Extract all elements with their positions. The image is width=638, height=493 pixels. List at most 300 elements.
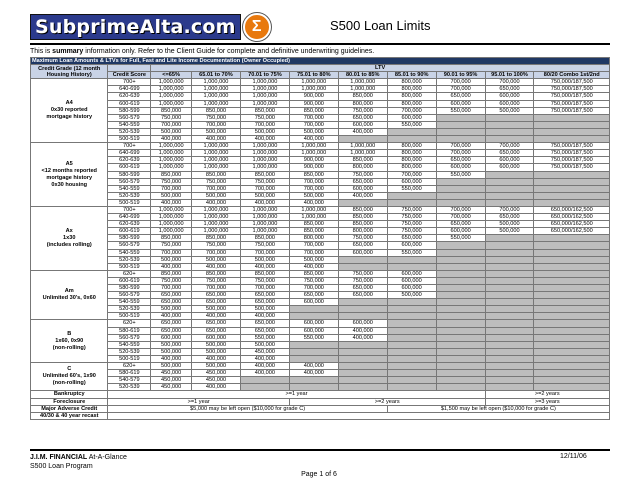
limit-cell: 750,000 xyxy=(151,178,192,185)
limit-cell xyxy=(436,277,485,284)
limit-cell: 1,000,000 xyxy=(151,150,192,157)
limit-cell xyxy=(436,121,485,128)
limit-cell: 900,000 xyxy=(289,164,338,171)
limit-cell: 600,000 xyxy=(436,100,485,107)
limit-cell: 700,000 xyxy=(289,178,338,185)
limit-cell xyxy=(485,299,534,306)
limit-cell xyxy=(436,249,485,256)
limit-cell: 500,000 xyxy=(151,128,192,135)
limit-cell xyxy=(534,270,610,277)
limit-cell: 700,000 xyxy=(436,150,485,157)
table-row xyxy=(31,199,610,206)
limit-cell: 1,000,000 xyxy=(151,143,192,150)
limit-cell: 700,000 xyxy=(240,185,289,192)
limit-cell: 700,000 xyxy=(192,285,241,292)
limit-cell xyxy=(485,355,534,362)
limit-cell: 650,000 xyxy=(192,320,241,327)
credit-grade-line: <12 months reported xyxy=(41,167,97,174)
credit-score-cell: 540-559 xyxy=(108,121,151,128)
limit-cell xyxy=(387,348,436,355)
limit-cell: 850,000 xyxy=(338,206,387,213)
credit-grade-line: mortgage history xyxy=(46,114,93,121)
limit-cell: 650,000 xyxy=(485,150,534,157)
limit-cell: 400,000 xyxy=(151,355,192,362)
ltv-header: 75.01 to 80% xyxy=(289,72,338,79)
limit-cell: 550,000 xyxy=(289,334,338,341)
table-row xyxy=(31,228,610,235)
limit-cell: 400,000 xyxy=(240,313,289,320)
limit-cell: 400,000 xyxy=(192,136,241,143)
limit-cell: 1,000,000 xyxy=(240,100,289,107)
recast-row xyxy=(31,412,610,419)
limit-cell xyxy=(534,313,610,320)
limit-cell: 800,000 xyxy=(289,235,338,242)
limit-cell xyxy=(485,370,534,377)
table-row xyxy=(31,263,610,270)
limit-cell xyxy=(387,263,436,270)
limit-cell: 800,000 xyxy=(387,93,436,100)
table-row xyxy=(31,348,610,355)
limit-cell xyxy=(436,128,485,135)
limit-cell: 1,000,000 xyxy=(338,143,387,150)
limit-cell xyxy=(534,363,610,370)
limit-cell: 500,000 xyxy=(485,228,534,235)
limit-cell: 400,000 xyxy=(338,327,387,334)
limit-cell: 650,000 xyxy=(192,327,241,334)
limit-cell xyxy=(534,320,610,327)
limit-cell xyxy=(534,171,610,178)
limit-cell xyxy=(436,355,485,362)
limit-cell xyxy=(387,377,436,384)
limit-cell xyxy=(387,341,436,348)
credit-score-cell: 580-619 xyxy=(108,327,151,334)
limit-cell xyxy=(534,263,610,270)
credit-score-cell: 560-579 xyxy=(108,242,151,249)
table-row xyxy=(31,121,610,128)
limit-cell: 600,000 xyxy=(485,164,534,171)
limit-cell xyxy=(338,306,387,313)
limit-cell: 750,000/187,500 xyxy=(534,79,610,86)
limit-cell: 500,000 xyxy=(192,341,241,348)
limit-cell: 700,000 xyxy=(289,285,338,292)
limit-cell xyxy=(485,277,534,284)
table-row xyxy=(31,143,610,150)
limit-cell xyxy=(534,341,610,348)
limit-cell: 1,000,000 xyxy=(289,150,338,157)
limit-cell: 400,000 xyxy=(151,136,192,143)
limit-cell xyxy=(289,313,338,320)
credit-score-cell: 620-639 xyxy=(108,221,151,228)
limit-cell xyxy=(436,242,485,249)
credit-grade-line: (non-rolling) xyxy=(52,344,86,351)
footer-divider xyxy=(30,449,610,451)
limit-cell xyxy=(338,263,387,270)
table-row xyxy=(31,86,610,93)
limit-cell: 1,000,000 xyxy=(240,93,289,100)
credit-grade-line: Unlimited 30's, 0x60 xyxy=(42,295,96,302)
credit-score-cell: 560-579 xyxy=(108,178,151,185)
ltv-header: 80.01 to 85% xyxy=(338,72,387,79)
limit-cell: 750,000 xyxy=(151,114,192,121)
limit-cell: 650,000 xyxy=(240,327,289,334)
limit-cell: 1,000,000 xyxy=(192,143,241,150)
credit-score-cell: 620+ xyxy=(108,363,151,370)
table-row xyxy=(31,206,610,213)
limit-cell: 800,000 xyxy=(338,228,387,235)
limit-cell xyxy=(338,313,387,320)
limit-cell xyxy=(485,306,534,313)
limit-cell: 700,000 xyxy=(192,121,241,128)
limit-cell: 850,000 xyxy=(338,93,387,100)
limit-cell: 700,000 xyxy=(151,185,192,192)
limit-cell: 750,000 xyxy=(151,242,192,249)
table-row xyxy=(31,235,610,242)
limit-cell: 800,000 xyxy=(387,100,436,107)
recast-value xyxy=(108,412,610,419)
limit-cell: 600,000 xyxy=(338,185,387,192)
limit-cell: 400,000 xyxy=(192,313,241,320)
limit-cell xyxy=(485,192,534,199)
page-title: S500 Loan Limits xyxy=(330,18,431,33)
limit-cell: 500,000 xyxy=(192,348,241,355)
limit-cell: 650,000 xyxy=(151,299,192,306)
limit-cell: 850,000 xyxy=(240,107,289,114)
limit-cell: 600,000 xyxy=(289,299,338,306)
foreclosure-right: >=3 years xyxy=(485,398,609,405)
limit-cell: 750,000/187,500 xyxy=(534,100,610,107)
limit-cell: 400,000 xyxy=(192,384,241,391)
limit-cell: 650,000/162,500 xyxy=(534,221,610,228)
limit-cell xyxy=(485,377,534,384)
limit-cell: 1,000,000 xyxy=(192,221,241,228)
summary-pre: This is xyxy=(30,48,53,55)
limit-cell: 650,000 xyxy=(436,221,485,228)
limit-cell xyxy=(436,185,485,192)
limit-cell: 1,000,000 xyxy=(240,214,289,221)
limit-cell: 600,000 xyxy=(289,327,338,334)
limit-cell: 850,000 xyxy=(289,221,338,228)
limit-cell xyxy=(387,313,436,320)
credit-grade-cell xyxy=(31,270,108,320)
limit-cell: 600,000 xyxy=(387,178,436,185)
limit-cell xyxy=(436,341,485,348)
limit-cell xyxy=(338,136,387,143)
table-row xyxy=(31,327,610,334)
limit-cell xyxy=(436,256,485,263)
credit-grade-line: mortgage history xyxy=(46,174,93,181)
limit-cell: 650,000 xyxy=(338,114,387,121)
table-row xyxy=(31,192,610,199)
table-row xyxy=(31,249,610,256)
limit-cell xyxy=(534,299,610,306)
limit-cell xyxy=(387,192,436,199)
table-row xyxy=(31,341,610,348)
table-row xyxy=(31,320,610,327)
adverse-right: $1,500 may be left open ($10,000 for grade C) xyxy=(387,405,609,412)
limit-cell: 450,000 xyxy=(151,384,192,391)
limit-cell: 750,000 xyxy=(240,178,289,185)
credit-score-cell: 600-619 xyxy=(108,164,151,171)
foreclosure-label: Foreclosure xyxy=(31,398,108,405)
limit-cell: 400,000 xyxy=(289,363,338,370)
limit-cell: 500,000 xyxy=(151,306,192,313)
credit-grade-line: Unlimited 60's, 1x90 xyxy=(42,373,96,380)
limit-cell xyxy=(436,178,485,185)
limit-cell xyxy=(485,384,534,391)
limit-cell: 850,000 xyxy=(289,270,338,277)
limit-cell: 750,000 xyxy=(192,242,241,249)
limit-cell xyxy=(289,384,338,391)
limit-cell: 850,000 xyxy=(240,235,289,242)
table-row xyxy=(31,171,610,178)
limit-cell: 850,000 xyxy=(289,107,338,114)
limit-cell: 650,000 xyxy=(151,292,192,299)
limit-cell: 1,000,000 xyxy=(338,79,387,86)
limit-cell xyxy=(485,334,534,341)
limit-cell: 650,000 xyxy=(387,235,436,242)
table-row xyxy=(31,221,610,228)
limit-cell: 600,000 xyxy=(436,164,485,171)
credit-grade-line: 1x60, 0x90 xyxy=(55,337,84,344)
limit-cell xyxy=(485,242,534,249)
limit-cell: 500,000 xyxy=(151,341,192,348)
limit-cell: 400,000 xyxy=(151,313,192,320)
limit-cell xyxy=(485,320,534,327)
limit-cell: 750,000 xyxy=(192,178,241,185)
credit-score-cell: 640-699 xyxy=(108,150,151,157)
credit-score-cell: 600-619 xyxy=(108,228,151,235)
limit-cell: 1,000,000 xyxy=(192,100,241,107)
limit-cell: 650,000 xyxy=(151,327,192,334)
limit-cell: 450,000 xyxy=(151,370,192,377)
page-number: Page 1 of 6 xyxy=(301,471,337,478)
ltv-header: <=65% xyxy=(151,72,192,79)
limit-cell: 400,000 xyxy=(192,199,241,206)
credit-score-cell: 560-579 xyxy=(108,334,151,341)
limit-cell: 700,000 xyxy=(151,285,192,292)
score-header-spacer xyxy=(108,65,151,72)
credit-grade-line: 0x30 housing xyxy=(51,181,88,188)
limit-cell: 800,000 xyxy=(338,164,387,171)
limit-cell xyxy=(436,114,485,121)
limit-cell: 450,000 xyxy=(240,348,289,355)
limit-cell: 750,000 xyxy=(338,235,387,242)
limit-cell xyxy=(534,235,610,242)
foreclosure-mid: >=2 years xyxy=(289,398,485,405)
limit-cell: 600,000 xyxy=(289,320,338,327)
foreclosure-left: >=1 year xyxy=(108,398,289,405)
credit-score-cell: 580-619 xyxy=(108,370,151,377)
limit-cell xyxy=(338,355,387,362)
limit-cell: 700,000 xyxy=(436,206,485,213)
limit-cell: 850,000 xyxy=(151,270,192,277)
limit-cell: 1,000,000 xyxy=(192,79,241,86)
limit-cell: 500,000 xyxy=(485,107,534,114)
limit-cell: 1,000,000 xyxy=(289,214,338,221)
limit-cell: 500,000 xyxy=(192,192,241,199)
limit-cell: 1,000,000 xyxy=(240,143,289,150)
limit-cell xyxy=(534,185,610,192)
score-header: Credit Score xyxy=(108,72,151,79)
limit-cell: 500,000 xyxy=(485,221,534,228)
limit-cell: 600,000 xyxy=(338,249,387,256)
limit-cell xyxy=(485,249,534,256)
bankruptcy-left: >=1 year xyxy=(108,391,485,398)
credit-grade-line: (non-rolling) xyxy=(52,380,86,387)
credit-score-cell: 560-579 xyxy=(108,292,151,299)
limit-cell xyxy=(485,363,534,370)
limit-cell: 1,000,000 xyxy=(240,206,289,213)
limit-cell: 1,000,000 xyxy=(151,157,192,164)
limit-cell xyxy=(436,306,485,313)
limit-cell: 700,000 xyxy=(289,114,338,121)
limit-cell: 400,000 xyxy=(151,199,192,206)
table-row xyxy=(31,150,610,157)
limit-cell: 750,000/187,500 xyxy=(534,150,610,157)
limit-cell: 550,000 xyxy=(436,235,485,242)
limit-cell: 700,000 xyxy=(436,214,485,221)
limit-cell xyxy=(534,256,610,263)
limit-cell: 800,000 xyxy=(387,150,436,157)
limit-cell xyxy=(436,285,485,292)
limit-cell: 650,000 xyxy=(338,285,387,292)
limit-cell: 750,000 xyxy=(240,277,289,284)
limit-cell: 750,000 xyxy=(338,277,387,284)
limit-cell: 1,000,000 xyxy=(192,214,241,221)
limit-cell xyxy=(534,355,610,362)
bankruptcy-right: >=2 years xyxy=(485,391,609,398)
limit-cell xyxy=(436,199,485,206)
limit-cell: 450,000 xyxy=(151,377,192,384)
limit-cell: 750,000/187,500 xyxy=(534,164,610,171)
limit-cell: 500,000 xyxy=(240,192,289,199)
table-row xyxy=(31,107,610,114)
limit-cell: 1,000,000 xyxy=(338,150,387,157)
limit-cell: 600,000 xyxy=(436,228,485,235)
credit-score-cell: 520-539 xyxy=(108,128,151,135)
limit-cell: 400,000 xyxy=(240,263,289,270)
limit-cell: 550,000 xyxy=(387,185,436,192)
credit-score-cell: 500-519 xyxy=(108,263,151,270)
limit-cell: 650,000 xyxy=(192,292,241,299)
limit-cell: 600,000 xyxy=(387,242,436,249)
limit-cell: 850,000 xyxy=(192,107,241,114)
ltv-header: 85.01 to 90% xyxy=(387,72,436,79)
credit-score-cell: 700+ xyxy=(108,79,151,86)
limit-cell xyxy=(289,377,338,384)
limit-cell: 750,000 xyxy=(338,107,387,114)
limit-cell xyxy=(485,178,534,185)
limit-cell xyxy=(485,348,534,355)
credit-score-cell: 580-599 xyxy=(108,171,151,178)
credit-score-cell: 580-599 xyxy=(108,285,151,292)
limit-cell xyxy=(534,306,610,313)
limit-cell: 750,000 xyxy=(387,221,436,228)
limit-cell: 800,000 xyxy=(387,79,436,86)
credit-score-cell: 520-539 xyxy=(108,306,151,313)
limit-cell xyxy=(534,128,610,135)
table-row xyxy=(31,256,610,263)
limit-cell: 850,000 xyxy=(151,171,192,178)
table-row xyxy=(31,164,610,171)
limit-cell xyxy=(485,114,534,121)
table-row xyxy=(31,242,610,249)
credit-grade-line: 1x30 xyxy=(63,234,76,241)
limit-cell: 700,000 xyxy=(240,121,289,128)
limit-cell: 700,000 xyxy=(192,185,241,192)
limit-cell: 500,000 xyxy=(192,256,241,263)
limit-cell xyxy=(436,384,485,391)
table-row xyxy=(31,128,610,135)
limit-cell xyxy=(485,136,534,143)
limit-cell xyxy=(387,299,436,306)
limit-cell: 600,000 xyxy=(387,114,436,121)
credit-score-cell: 620-639 xyxy=(108,157,151,164)
limit-cell xyxy=(485,235,534,242)
limit-cell xyxy=(387,320,436,327)
limit-cell xyxy=(534,292,610,299)
credit-grade-cell xyxy=(31,79,108,143)
limit-cell: 750,000 xyxy=(192,277,241,284)
limit-cell: 700,000 xyxy=(289,249,338,256)
limit-cell: 450,000 xyxy=(192,370,241,377)
limit-cell xyxy=(534,377,610,384)
limit-cell: 600,000 xyxy=(192,334,241,341)
limit-cell: 400,000 xyxy=(240,199,289,206)
adverse-left: $5,000 may be left open ($10,000 for grade C) xyxy=(108,405,387,412)
limit-cell xyxy=(387,370,436,377)
limit-cell xyxy=(289,348,338,355)
table-row xyxy=(31,100,610,107)
limit-cell: 400,000 xyxy=(289,136,338,143)
limit-cell: 850,000 xyxy=(289,228,338,235)
limit-cell xyxy=(436,299,485,306)
bankruptcy-label: Bankruptcy xyxy=(31,391,108,398)
limit-cell: 500,000 xyxy=(151,192,192,199)
credit-score-cell: 540-559 xyxy=(108,299,151,306)
limit-cell: 750,000 xyxy=(192,114,241,121)
limit-cell: 650,000 xyxy=(151,320,192,327)
limit-cell xyxy=(436,320,485,327)
limit-cell: 650,000 xyxy=(338,242,387,249)
limit-cell xyxy=(387,384,436,391)
limit-cell: 400,000 xyxy=(338,128,387,135)
limit-cell: 700,000 xyxy=(240,285,289,292)
header-row-ltv xyxy=(31,65,610,72)
credit-grade-line: (includes rolling) xyxy=(46,241,92,248)
limit-cell: 1,000,000 xyxy=(240,79,289,86)
limit-cell: 750,000/187,500 xyxy=(534,93,610,100)
limit-cell: 400,000 xyxy=(240,370,289,377)
limit-cell: 600,000 xyxy=(338,320,387,327)
limit-cell xyxy=(534,192,610,199)
limit-cell: 750,000 xyxy=(289,277,338,284)
limit-cell xyxy=(240,384,289,391)
limit-cell xyxy=(485,171,534,178)
credit-score-cell: 560-579 xyxy=(108,114,151,121)
foreclosure-row xyxy=(31,398,610,405)
limit-cell: 850,000 xyxy=(338,221,387,228)
limit-cell: 700,000 xyxy=(192,249,241,256)
limit-cell: 450,000 xyxy=(192,377,241,384)
limit-cell: 650,000 xyxy=(485,214,534,221)
limit-cell: 700,000 xyxy=(485,206,534,213)
limit-cell xyxy=(436,136,485,143)
limit-cell: 650,000 xyxy=(338,178,387,185)
credit-grade-line: Am xyxy=(64,288,74,295)
limit-cell: 550,000 xyxy=(436,171,485,178)
limit-cell: 850,000 xyxy=(192,270,241,277)
